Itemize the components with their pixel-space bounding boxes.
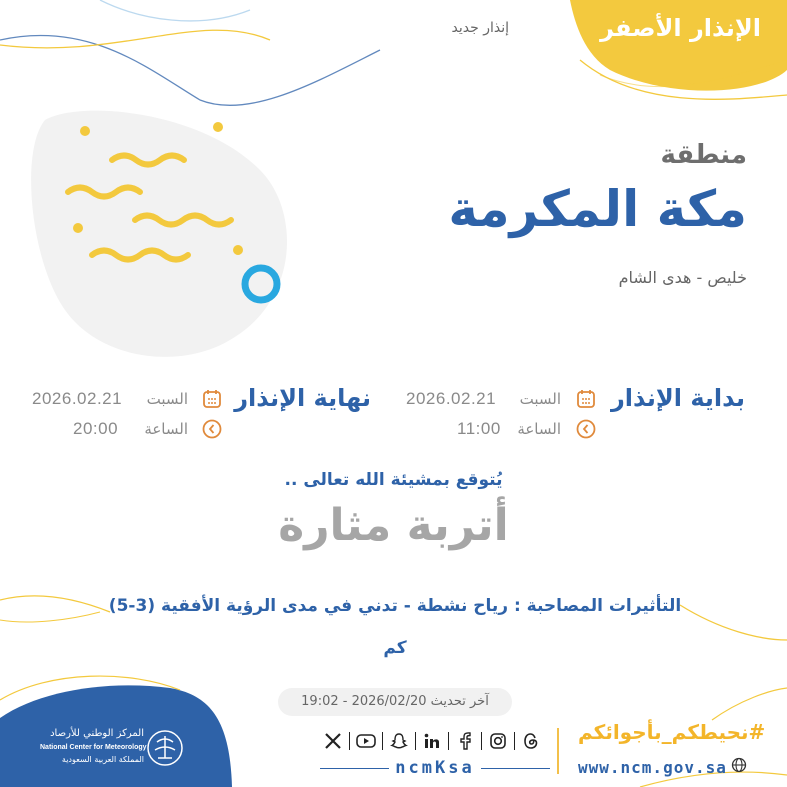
end-title: نهاية الإنذار — [234, 384, 371, 412]
end-date: 2026.02.21 — [32, 389, 123, 408]
end-time: 20:00 — [73, 419, 119, 438]
calendar-icon — [576, 389, 596, 409]
threads-icon[interactable] — [520, 730, 542, 752]
youtube-icon[interactable] — [355, 730, 377, 752]
instagram-icon[interactable] — [487, 730, 509, 752]
separator — [415, 732, 416, 750]
snapchat-icon[interactable] — [388, 730, 410, 752]
region-name: مكة المكرمة — [448, 180, 747, 238]
website-url: www.ncm.gov.sa — [578, 757, 727, 777]
handle-line-left — [320, 768, 389, 769]
social-icons — [322, 730, 542, 752]
org-country-ar: المملكة العربية السعودية — [61, 755, 144, 764]
website-link[interactable] — [578, 757, 747, 777]
affected-areas: خليص - هدى الشام — [618, 268, 747, 287]
weather-phenomenon: أتربة مثارة — [278, 500, 509, 551]
separator — [448, 732, 449, 750]
start-day-label: السبت — [519, 390, 561, 408]
associated-effects: التأثيرات المصاحبة : رياح نشطة - تدني في مدى الرؤية الأفقية (3-5) كم — [108, 596, 682, 658]
calendar-icon — [202, 389, 222, 409]
hashtag: #نحيطكم_بأجوائكم — [578, 720, 766, 744]
handle-text: ncmKsa — [395, 758, 475, 778]
start-date: 2026.02.21 — [406, 389, 497, 408]
start-time-label: الساعة — [517, 420, 561, 438]
clock-icon — [576, 419, 596, 439]
separator — [514, 732, 515, 750]
linkedin-icon[interactable] — [421, 730, 443, 752]
last-update: آخر تحديث 2026/02/20 - 19:02 — [278, 688, 512, 716]
start-title: بداية الإنذار — [610, 384, 745, 412]
clock-icon — [202, 419, 222, 439]
separator — [349, 732, 350, 750]
org-name-en: National Center for Meteorology — [40, 744, 147, 751]
end-day-label: السبت — [146, 390, 188, 408]
region-label: منطقة — [660, 140, 747, 170]
alert-level-badge: الإنذار الأصفر — [600, 14, 761, 42]
social-handle — [320, 757, 550, 779]
org-name-ar: المركز الوطني للأرصاد — [50, 728, 144, 739]
separator — [382, 732, 383, 750]
globe-icon — [731, 757, 747, 777]
start-time: 11:00 — [457, 419, 501, 438]
facebook-icon[interactable] — [454, 730, 476, 752]
handle-line-right — [481, 768, 550, 769]
new-alert-label: إنذار جديد — [451, 20, 509, 36]
forecast-intro: يُتوقع بمشيئة الله تعالى .. — [284, 470, 503, 490]
end-time-label: الساعة — [144, 420, 188, 438]
x-icon[interactable] — [322, 730, 344, 752]
footer-divider — [557, 728, 559, 774]
separator — [481, 732, 482, 750]
